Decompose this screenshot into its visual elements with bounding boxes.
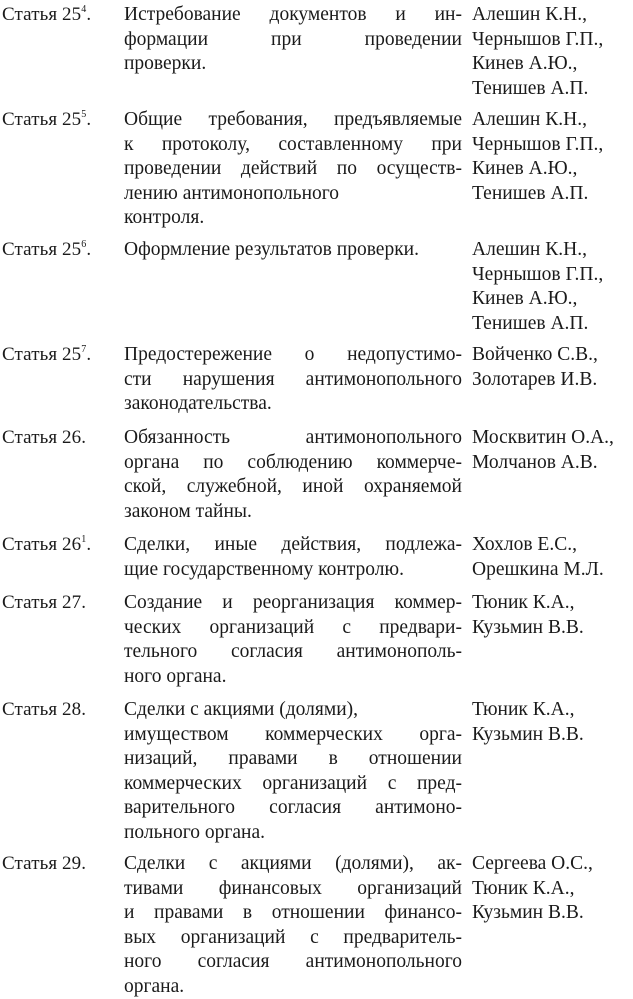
description-line: органа по соблюдению коммерче- — [124, 451, 462, 476]
article-description — [124, 426, 462, 524]
description-line: ской, служебной, иной охраняемой — [124, 475, 462, 500]
description-line: Сделки с акциями (долями), — [124, 698, 462, 723]
article-number: Статья 26. — [2, 426, 86, 451]
description-line: Сделки с акциями (долями), ак- — [124, 852, 462, 877]
description-line: щие государственному контролю. — [124, 558, 462, 583]
description-line: варительного согласия антимоно- — [124, 796, 462, 821]
author-name: Тенишев А.П. — [472, 182, 632, 207]
article-authors — [472, 533, 632, 582]
description-line: польного органа. — [124, 821, 462, 846]
description-line: Создание и реорганизация коммер- — [124, 591, 462, 616]
article-number: Статья 27. — [2, 591, 86, 616]
description-line: Оформление результатов проверки. — [124, 238, 462, 263]
article-authors — [472, 108, 632, 206]
author-name: Кузьмин В.В. — [472, 723, 632, 748]
article-authors — [472, 698, 632, 747]
author-name: Хохлов Е.С., — [472, 533, 632, 558]
author-name: Алешин К.Н., — [472, 3, 632, 28]
description-line: Обязанность антимонопольного — [124, 426, 462, 451]
article-number: Статья $25^6$. — [2, 238, 91, 263]
article-authors — [472, 591, 632, 640]
article-description — [124, 108, 462, 231]
author-name: Чернышов Г.П., — [472, 263, 632, 288]
description-line: лению антимонопольного — [124, 182, 462, 207]
author-name: Молчанов А.В. — [472, 451, 632, 476]
description-line: тивами финансовых организаций — [124, 877, 462, 902]
article-authors — [472, 343, 632, 392]
description-line: проведении действий по осуществ- — [124, 157, 462, 182]
author-name: Кинев А.Ю., — [472, 287, 632, 312]
author-name: Войченко С.В., — [472, 343, 632, 368]
article-description — [124, 852, 462, 999]
article-description — [124, 533, 462, 582]
author-name: Орешкина М.Л. — [472, 558, 632, 583]
description-line: законом тайны. — [124, 500, 462, 525]
article-description — [124, 238, 462, 263]
description-line: законодательства. — [124, 392, 462, 417]
description-line: контроля. — [124, 206, 462, 231]
description-line: сти нарушения антимонопольного — [124, 368, 462, 393]
description-line: формации при проведении — [124, 28, 462, 53]
description-line: Сделки, иные действия, подлежа- — [124, 533, 462, 558]
description-line: коммерческих организаций с пред- — [124, 772, 462, 797]
article-description — [124, 343, 462, 417]
description-line: Предостережение о недопустимо- — [124, 343, 462, 368]
article-authors — [472, 426, 632, 475]
description-line: ческих организаций с предвари- — [124, 616, 462, 641]
author-name: Тюник К.А., — [472, 877, 632, 902]
article-authors — [472, 852, 632, 926]
description-line: органа. — [124, 975, 462, 999]
author-name: Тенишев А.П. — [472, 77, 632, 102]
article-number: Статья $26^1$. — [2, 533, 91, 558]
description-line: Истребование документов и ин- — [124, 3, 462, 28]
author-name: Алешин К.Н., — [472, 238, 632, 263]
author-name: Алешин К.Н., — [472, 108, 632, 133]
author-name: Тюник К.А., — [472, 591, 632, 616]
article-authors — [472, 238, 632, 336]
description-line: к протоколу, составленному при — [124, 133, 462, 158]
description-line: низаций, правами в отношении — [124, 747, 462, 772]
description-line: ного органа. — [124, 665, 462, 690]
author-name: Тюник К.А., — [472, 698, 632, 723]
article-description — [124, 591, 462, 689]
description-line: тельного согласия антимонополь- — [124, 640, 462, 665]
author-name: Кинев А.Ю., — [472, 52, 632, 77]
description-line: вых организаций с предваритель- — [124, 926, 462, 951]
article-number: Статья $25^4$. — [2, 3, 91, 28]
description-line: ного согласия антимонопольного — [124, 950, 462, 975]
author-name: Кузьмин В.В. — [472, 901, 632, 926]
description-line: Общие требования, предъявляемые — [124, 108, 462, 133]
author-name: Золотарев И.В. — [472, 368, 632, 393]
description-line: проверки. — [124, 52, 462, 77]
author-name: Чернышов Г.П., — [472, 133, 632, 158]
article-number: Статья 29. — [2, 852, 86, 877]
article-description — [124, 3, 462, 77]
author-name: Кузьмин В.В. — [472, 616, 632, 641]
article-authors — [472, 3, 632, 101]
author-name: Москвитин О.А., — [472, 426, 632, 451]
author-name: Чернышов Г.П., — [472, 28, 632, 53]
author-name: Сергеева О.С., — [472, 852, 632, 877]
description-line: и правами в отношении финансо- — [124, 901, 462, 926]
author-name: Кинев А.Ю., — [472, 157, 632, 182]
article-number: Статья $25^7$. — [2, 343, 91, 368]
article-number: Статья 28. — [2, 698, 86, 723]
article-description — [124, 698, 462, 845]
author-name: Тенишев А.П. — [472, 312, 632, 337]
article-number: Статья $25^5$. — [2, 108, 91, 133]
description-line: имуществом коммерческих орга- — [124, 723, 462, 748]
